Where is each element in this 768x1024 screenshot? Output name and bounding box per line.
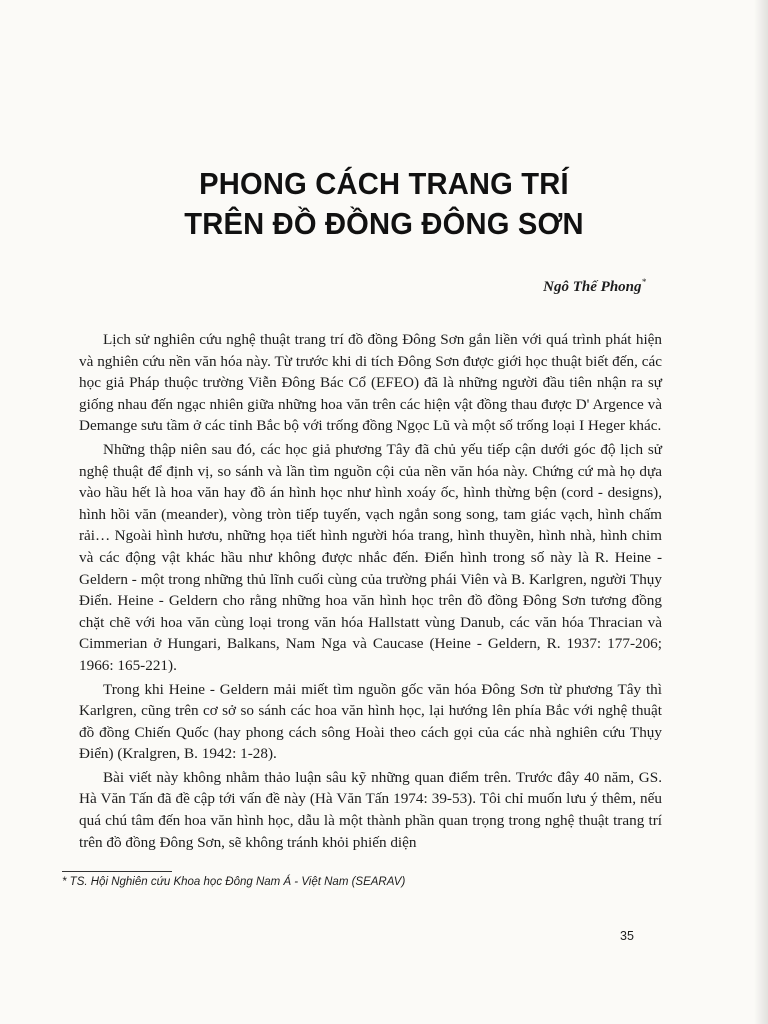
footnote: * TS. Hội Nghiên cứu Khoa học Đông Nam Á - Việt Nam (SEARAV) bbox=[62, 876, 406, 888]
paragraph-4: Bài viết này không nhằm thảo luận sâu kỹ những quan điểm trên. Trước đây 40 năm, GS. Hà Văn Tấn đã đề cập tới vấn đề này (Hà Văn Tấn 1974: 39-53). Tôi chỉ muốn lưu ý thêm, nếu quá chú tâm đến hoa văn hình học, dẫu là một thành phần quan trọng trong nghệ thuật trang trí trên đồ đồng Đông Sơn, sẽ không tránh khỏi phiến diện bbox=[79, 768, 662, 851]
footnote-divider bbox=[62, 871, 172, 872]
author-byline bbox=[543, 277, 646, 296]
page-edge-shadow bbox=[754, 0, 768, 1024]
paragraph-3: Trong khi Heine - Geldern mải miết tìm nguồn gốc văn hóa Đông Sơn từ phương Tây thì Karlgren, cũng trên cơ sở so sánh các hoa văn hình học, lại hướng lên phía Bắc với nghệ thuật đồ đồng Chiến Quốc (hay phong cách sông Hoài theo cách gọi của các nhà nghiên cứu Thụy Điển) (Kralgren, B. 1942: 1-28). bbox=[79, 680, 662, 763]
author-footnote-marker: * bbox=[641, 277, 646, 287]
author-name: Ngô Thế Phong bbox=[543, 279, 642, 295]
title-line-2: TRÊN ĐỒ ĐỒNG ĐÔNG SƠN bbox=[184, 206, 584, 241]
paragraph-2: Những thập niên sau đó, các học giả phương Tây đã chủ yếu tiếp cận dưới góc độ lịch sử nghệ thuật để định vị, so sánh và lần tìm nguồn cội của nền văn hóa này. Chứng cứ mà họ dựa vào hầu hết là hoa văn hay đồ án hình học như hình xoáy ốc, hình thừng bện (cord - designs), hình hồi văn (meander), vòng tròn tiếp tuyến, vạch ngắn song song, tam giác vạch, hình chấm rải… Ngoài hình hươu, những họa tiết hình người hóa trang, hình thuyền, hình nhà, hình chim và các động vật khác hầu như không được nhắc đến. Điển hình trong số này là R. Heine - Geldern - một trong những thủ lĩnh cuối cùng của trường phái Viên và B. Karlgren, người Thụy Điển. Heine - Geldern cho rằng những hoa văn hình học trên đồ đồng Đông Sơn tương đồng chặt chẽ với hoa văn cùng loại trong văn hóa Hallstatt vùng Danub, các văn hóa Thracian và Cimmerian ở Hungari, Balkans, Nam Nga và Caucase (Heine - Geldern, R. 1937: 177-206; 1966: 165-221). bbox=[79, 440, 662, 674]
page-number: 35 bbox=[620, 929, 634, 943]
title-line-1: PHONG CÁCH TRANG TRÍ bbox=[199, 166, 569, 201]
article-title bbox=[23, 164, 745, 244]
paragraph-1: Lịch sử nghiên cứu nghệ thuật trang trí đồ đồng Đông Sơn gắn liền với quá trình phát hiện và nghiên cứu nền văn hóa này. Từ trước khi di tích Đông Sơn được giới học thuật biết đến, các học giả Pháp thuộc trường Viễn Đông Bác Cổ (EFEO) đã là những người đầu tiên nhận ra sự giống nhau đến ngạc nhiên giữa những hoa văn trên các hiện vật đồng thau được D' Argence và Demange sưu tầm ở các tỉnh Bắc bộ với trống đồng Ngọc Lũ và một số trống loại I Heger khác. bbox=[79, 331, 662, 435]
article-body bbox=[79, 329, 662, 855]
